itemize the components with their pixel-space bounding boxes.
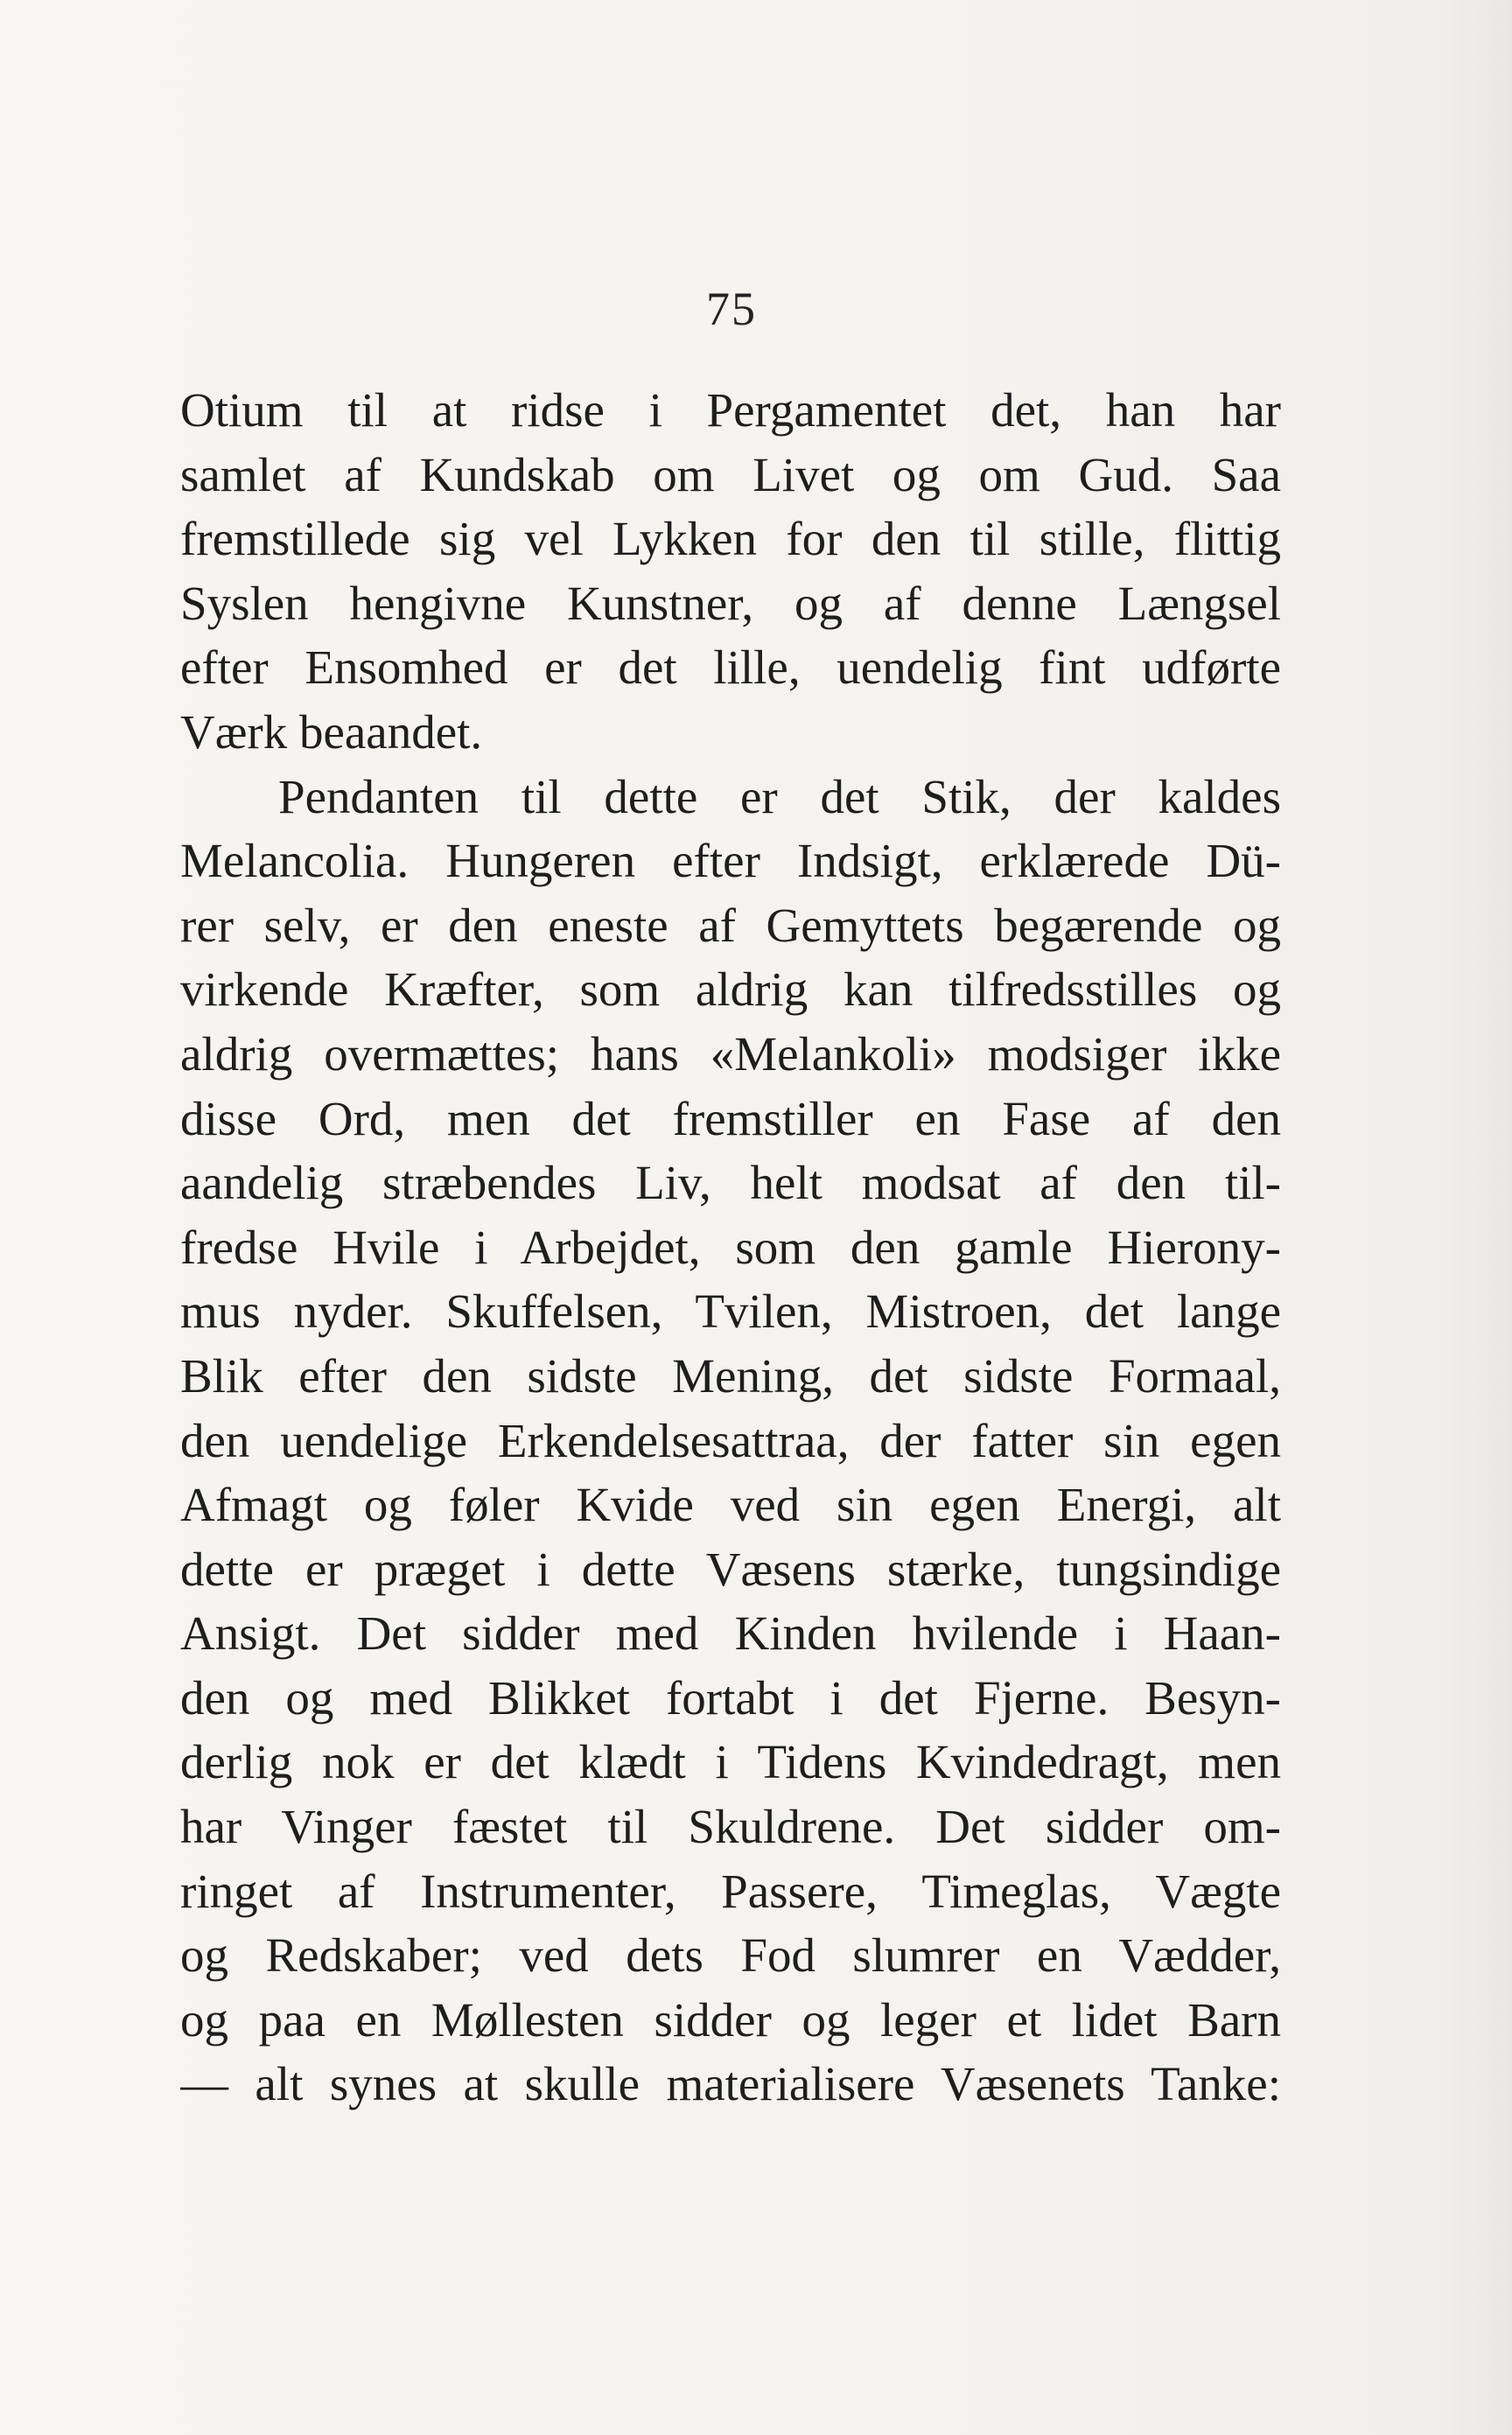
text-line: den uendelige Erkendelsesattraa, der fatter sin egen: [180, 1413, 1281, 1467]
text-line: ringet af Instrumenter, Passere, Timeglas, Vægte: [180, 1864, 1281, 1918]
text-line: Blik efter den sidste Mening, det sidste Formaal,: [180, 1348, 1281, 1403]
text-line: fredse Hvile i Arbejdet, som den gamle Hierony-: [180, 1220, 1281, 1274]
text-line: og paa en Møllesten sidder og leger et lidet Barn: [180, 1992, 1281, 2047]
text-line: Ansigt. Det sidder med Kinden hvilende i Haan-: [180, 1606, 1281, 1661]
text-line: fremstillede sig vel Lykken for den til stille, flittig: [180, 512, 1281, 566]
text-line: aandelig stræbendes Liv, helt modsat af den til-: [180, 1156, 1281, 1210]
text-line: den og med Blikket fortabt i det Fjerne. Besyn-: [180, 1670, 1281, 1725]
text-line: mus nyder. Skuffelsen, Tvilen, Mistroen, det lange: [180, 1284, 1281, 1339]
paragraph-2: [180, 765, 1281, 2117]
text-line: Syslen hengivne Kunstner, og af denne Længsel: [180, 576, 1281, 630]
text-line: Melancolia. Hungeren efter Indsigt, erklærede Dü-: [180, 834, 1281, 888]
text-line: aldrig overmættes; hans «Melankoli» modsiger ikke: [180, 1026, 1281, 1081]
text-line: Værk beaandet.: [180, 704, 483, 759]
paragraph-1: [180, 378, 1281, 765]
text-line: Pendanten til dette er det Stik, der kaldes: [278, 769, 1281, 823]
text-line: efter Ensomhed er det lille, uendelig fint udførte: [180, 640, 1281, 695]
text-line: derlig nok er det klædt i Tidens Kvindedragt, men: [180, 1735, 1281, 1789]
text-line: har Vinger fæstet til Skuldrene. Det sidder om-: [180, 1800, 1281, 1854]
text-line: virkende Kræfter, som aldrig kan tilfredsstilles og: [180, 962, 1281, 1017]
page-number: 75: [706, 283, 757, 335]
text-line: — alt synes at skulle materialisere Væsenets Tanke:: [180, 2057, 1281, 2111]
text-line: Afmagt og føler Kvide ved sin egen Energi, alt: [180, 1478, 1281, 1532]
text-line: disse Ord, men det fremstiller en Fase af den: [180, 1091, 1281, 1145]
body-text: [180, 378, 1281, 2117]
text-line: Otium til at ridse i Pergamentet det, han har: [180, 383, 1281, 437]
text-line: dette er præget i dette Væsens stærke, tungsindige: [180, 1542, 1281, 1596]
text-line: og Redskaber; ved dets Fod slumrer en Vædder,: [180, 1928, 1281, 1983]
text-line: samlet af Kundskab om Livet og om Gud. Saa: [180, 447, 1281, 501]
text-line: rer selv, er den eneste af Gemyttets begærende og: [180, 898, 1281, 952]
